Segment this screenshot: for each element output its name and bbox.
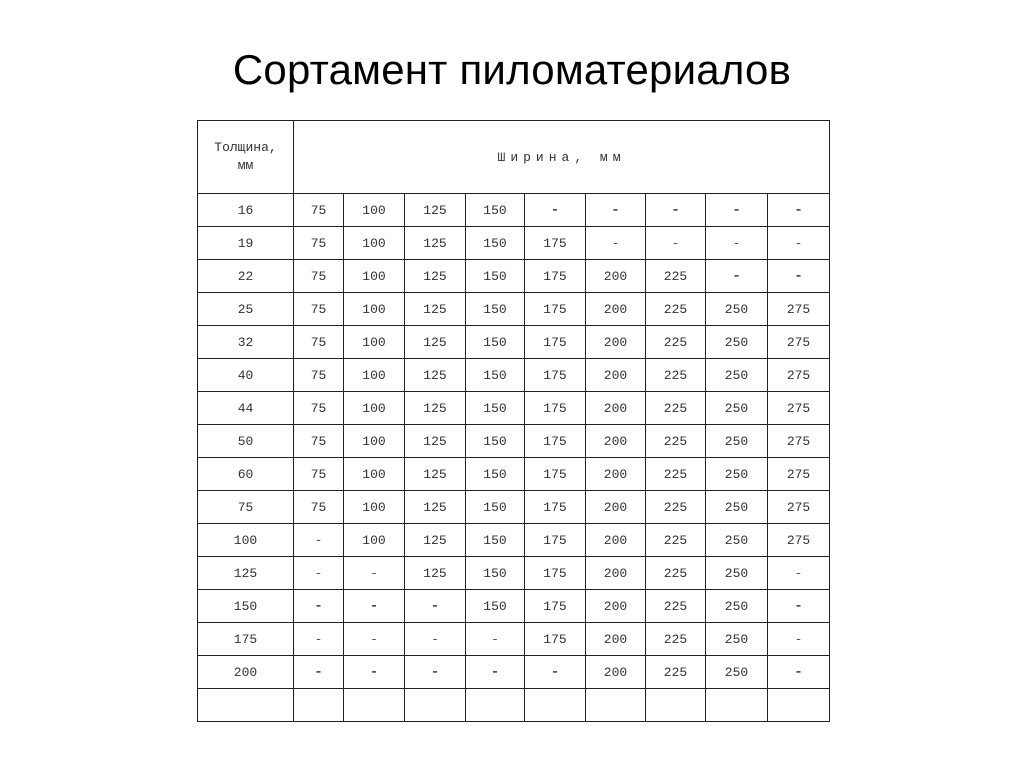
lumber-assortment-table xyxy=(197,120,830,722)
width-cell: - xyxy=(466,623,525,656)
width-cell: 225 xyxy=(646,359,706,392)
table-row xyxy=(198,491,830,524)
width-cell: 175 xyxy=(525,491,586,524)
width-cell: 150 xyxy=(466,491,525,524)
width-cell: 75 xyxy=(294,491,344,524)
thickness-header-unit: мм xyxy=(237,158,254,173)
width-cell: - xyxy=(768,194,830,227)
width-cell: 250 xyxy=(706,293,768,326)
width-cell: - xyxy=(405,656,466,689)
empty-cell xyxy=(344,689,405,722)
width-cell: - xyxy=(294,590,344,623)
empty-cell xyxy=(405,689,466,722)
width-cell: 75 xyxy=(294,326,344,359)
width-cell: 150 xyxy=(466,392,525,425)
width-cell: 250 xyxy=(706,623,768,656)
width-cell: - xyxy=(768,656,830,689)
width-cell: 225 xyxy=(646,425,706,458)
width-cell: - xyxy=(466,656,525,689)
width-cell: 100 xyxy=(344,425,405,458)
table-row xyxy=(198,260,830,293)
width-cell: 150 xyxy=(466,227,525,260)
width-cell: 75 xyxy=(294,458,344,491)
width-cell: 225 xyxy=(646,326,706,359)
width-cell: - xyxy=(768,557,830,590)
width-cell: 225 xyxy=(646,260,706,293)
empty-cell xyxy=(586,689,646,722)
width-cell: 250 xyxy=(706,458,768,491)
width-cell: 75 xyxy=(294,227,344,260)
width-cell: - xyxy=(344,590,405,623)
width-cell: 250 xyxy=(706,425,768,458)
thickness-cell: 175 xyxy=(198,623,294,656)
table-row xyxy=(198,557,830,590)
table-row xyxy=(198,359,830,392)
thickness-cell: 32 xyxy=(198,326,294,359)
width-cell: 100 xyxy=(344,227,405,260)
width-cell: 200 xyxy=(586,425,646,458)
width-cell: 100 xyxy=(344,524,405,557)
width-cell: 275 xyxy=(768,524,830,557)
width-cell: 125 xyxy=(405,524,466,557)
table-row xyxy=(198,623,830,656)
table-row xyxy=(198,194,830,227)
width-cell: 125 xyxy=(405,425,466,458)
table-row xyxy=(198,425,830,458)
width-cell: 250 xyxy=(706,392,768,425)
width-cell: - xyxy=(405,590,466,623)
width-cell: 100 xyxy=(344,491,405,524)
table-row xyxy=(198,524,830,557)
table-header-row xyxy=(198,121,830,194)
width-cell: 125 xyxy=(405,260,466,293)
width-cell: 225 xyxy=(646,557,706,590)
thickness-cell: 16 xyxy=(198,194,294,227)
width-cell: - xyxy=(768,623,830,656)
width-cell: 200 xyxy=(586,260,646,293)
width-cell: 225 xyxy=(646,656,706,689)
width-cell: 75 xyxy=(294,293,344,326)
thickness-cell: 150 xyxy=(198,590,294,623)
width-cell: 200 xyxy=(586,359,646,392)
width-cell: 125 xyxy=(405,293,466,326)
width-cell: 250 xyxy=(706,590,768,623)
width-cell: 175 xyxy=(525,623,586,656)
width-cell: - xyxy=(768,260,830,293)
width-cell: - xyxy=(294,623,344,656)
width-cell: 225 xyxy=(646,524,706,557)
width-cell: - xyxy=(525,194,586,227)
width-cell: 225 xyxy=(646,491,706,524)
width-cell: 125 xyxy=(405,557,466,590)
width-cell: 175 xyxy=(525,425,586,458)
width-cell: 125 xyxy=(405,227,466,260)
width-cell: 275 xyxy=(768,392,830,425)
thickness-cell: 22 xyxy=(198,260,294,293)
width-cell: 250 xyxy=(706,557,768,590)
width-cell: - xyxy=(646,227,706,260)
width-cell: 100 xyxy=(344,458,405,491)
width-cell: 75 xyxy=(294,425,344,458)
thickness-cell: 60 xyxy=(198,458,294,491)
width-cell: 200 xyxy=(586,590,646,623)
width-cell: 125 xyxy=(405,491,466,524)
width-cell: - xyxy=(586,227,646,260)
width-cell: 75 xyxy=(294,194,344,227)
width-cell: 75 xyxy=(294,359,344,392)
width-cell: 100 xyxy=(344,392,405,425)
width-cell: 150 xyxy=(466,557,525,590)
width-cell: 225 xyxy=(646,458,706,491)
table-row xyxy=(198,293,830,326)
empty-cell xyxy=(294,689,344,722)
width-cell: - xyxy=(706,227,768,260)
width-cell: 150 xyxy=(466,458,525,491)
width-cell: 125 xyxy=(405,326,466,359)
width-header: Ширина, мм xyxy=(294,121,830,194)
width-cell: 200 xyxy=(586,557,646,590)
width-cell: 175 xyxy=(525,293,586,326)
width-cell: - xyxy=(294,557,344,590)
thickness-cell: 44 xyxy=(198,392,294,425)
table-row xyxy=(198,458,830,491)
empty-cell xyxy=(198,689,294,722)
width-cell: 275 xyxy=(768,458,830,491)
width-cell: - xyxy=(768,227,830,260)
width-cell: 100 xyxy=(344,194,405,227)
width-cell: 250 xyxy=(706,524,768,557)
table-row xyxy=(198,392,830,425)
width-cell: 150 xyxy=(466,359,525,392)
width-cell: 175 xyxy=(525,260,586,293)
width-cell: - xyxy=(768,590,830,623)
thickness-header xyxy=(198,121,294,194)
width-cell: 200 xyxy=(586,656,646,689)
width-cell: 275 xyxy=(768,425,830,458)
width-cell: 225 xyxy=(646,392,706,425)
width-cell: 250 xyxy=(706,656,768,689)
width-cell: 175 xyxy=(525,227,586,260)
empty-cell xyxy=(646,689,706,722)
thickness-cell: 25 xyxy=(198,293,294,326)
width-cell: 200 xyxy=(586,458,646,491)
width-cell: 175 xyxy=(525,359,586,392)
width-cell: 100 xyxy=(344,293,405,326)
width-cell: 150 xyxy=(466,425,525,458)
width-cell: 125 xyxy=(405,359,466,392)
thickness-cell: 50 xyxy=(198,425,294,458)
width-cell: 250 xyxy=(706,326,768,359)
width-cell: 175 xyxy=(525,557,586,590)
table-row xyxy=(198,227,830,260)
empty-cell xyxy=(466,689,525,722)
width-cell: - xyxy=(294,524,344,557)
width-cell: 275 xyxy=(768,293,830,326)
width-cell: 175 xyxy=(525,392,586,425)
width-cell: 275 xyxy=(768,326,830,359)
width-cell: 100 xyxy=(344,359,405,392)
empty-cell xyxy=(706,689,768,722)
width-cell: 75 xyxy=(294,392,344,425)
table-body xyxy=(198,194,830,722)
thickness-cell: 75 xyxy=(198,491,294,524)
thickness-cell: 19 xyxy=(198,227,294,260)
width-cell: 250 xyxy=(706,491,768,524)
width-cell: 200 xyxy=(586,524,646,557)
width-cell: 175 xyxy=(525,524,586,557)
width-cell: 175 xyxy=(525,326,586,359)
thickness-cell: 40 xyxy=(198,359,294,392)
width-cell: - xyxy=(646,194,706,227)
width-cell: 150 xyxy=(466,326,525,359)
width-cell: - xyxy=(294,656,344,689)
width-cell: 250 xyxy=(706,359,768,392)
width-cell: 225 xyxy=(646,293,706,326)
width-cell: 150 xyxy=(466,293,525,326)
width-cell: 200 xyxy=(586,293,646,326)
width-cell: 100 xyxy=(344,260,405,293)
width-cell: 100 xyxy=(344,326,405,359)
width-cell: - xyxy=(405,623,466,656)
width-cell: - xyxy=(706,260,768,293)
width-cell: - xyxy=(525,656,586,689)
width-cell: - xyxy=(344,557,405,590)
width-cell: 200 xyxy=(586,623,646,656)
thickness-cell: 125 xyxy=(198,557,294,590)
empty-table-row xyxy=(198,689,830,722)
width-cell: - xyxy=(344,656,405,689)
empty-cell xyxy=(768,689,830,722)
width-cell: - xyxy=(586,194,646,227)
width-cell: 200 xyxy=(586,491,646,524)
width-cell: 125 xyxy=(405,458,466,491)
width-cell: 225 xyxy=(646,623,706,656)
width-cell: 225 xyxy=(646,590,706,623)
thickness-cell: 200 xyxy=(198,656,294,689)
empty-cell xyxy=(525,689,586,722)
width-cell: 275 xyxy=(768,491,830,524)
width-cell: 275 xyxy=(768,359,830,392)
thickness-cell: 100 xyxy=(198,524,294,557)
slide-title: Сортамент пиломатериалов xyxy=(232,46,792,93)
width-cell: 125 xyxy=(405,392,466,425)
thickness-header-label: Толщина, xyxy=(214,140,277,155)
width-cell: - xyxy=(706,194,768,227)
width-cell: 150 xyxy=(466,524,525,557)
width-cell: 150 xyxy=(466,194,525,227)
width-cell: - xyxy=(344,623,405,656)
width-cell: 175 xyxy=(525,590,586,623)
width-cell: 125 xyxy=(405,194,466,227)
width-cell: 200 xyxy=(586,392,646,425)
width-cell: 75 xyxy=(294,260,344,293)
width-cell: 150 xyxy=(466,590,525,623)
table-row xyxy=(198,326,830,359)
width-cell: 200 xyxy=(586,326,646,359)
table-row xyxy=(198,590,830,623)
width-cell: 150 xyxy=(466,260,525,293)
table-row xyxy=(198,656,830,689)
width-cell: 175 xyxy=(525,458,586,491)
